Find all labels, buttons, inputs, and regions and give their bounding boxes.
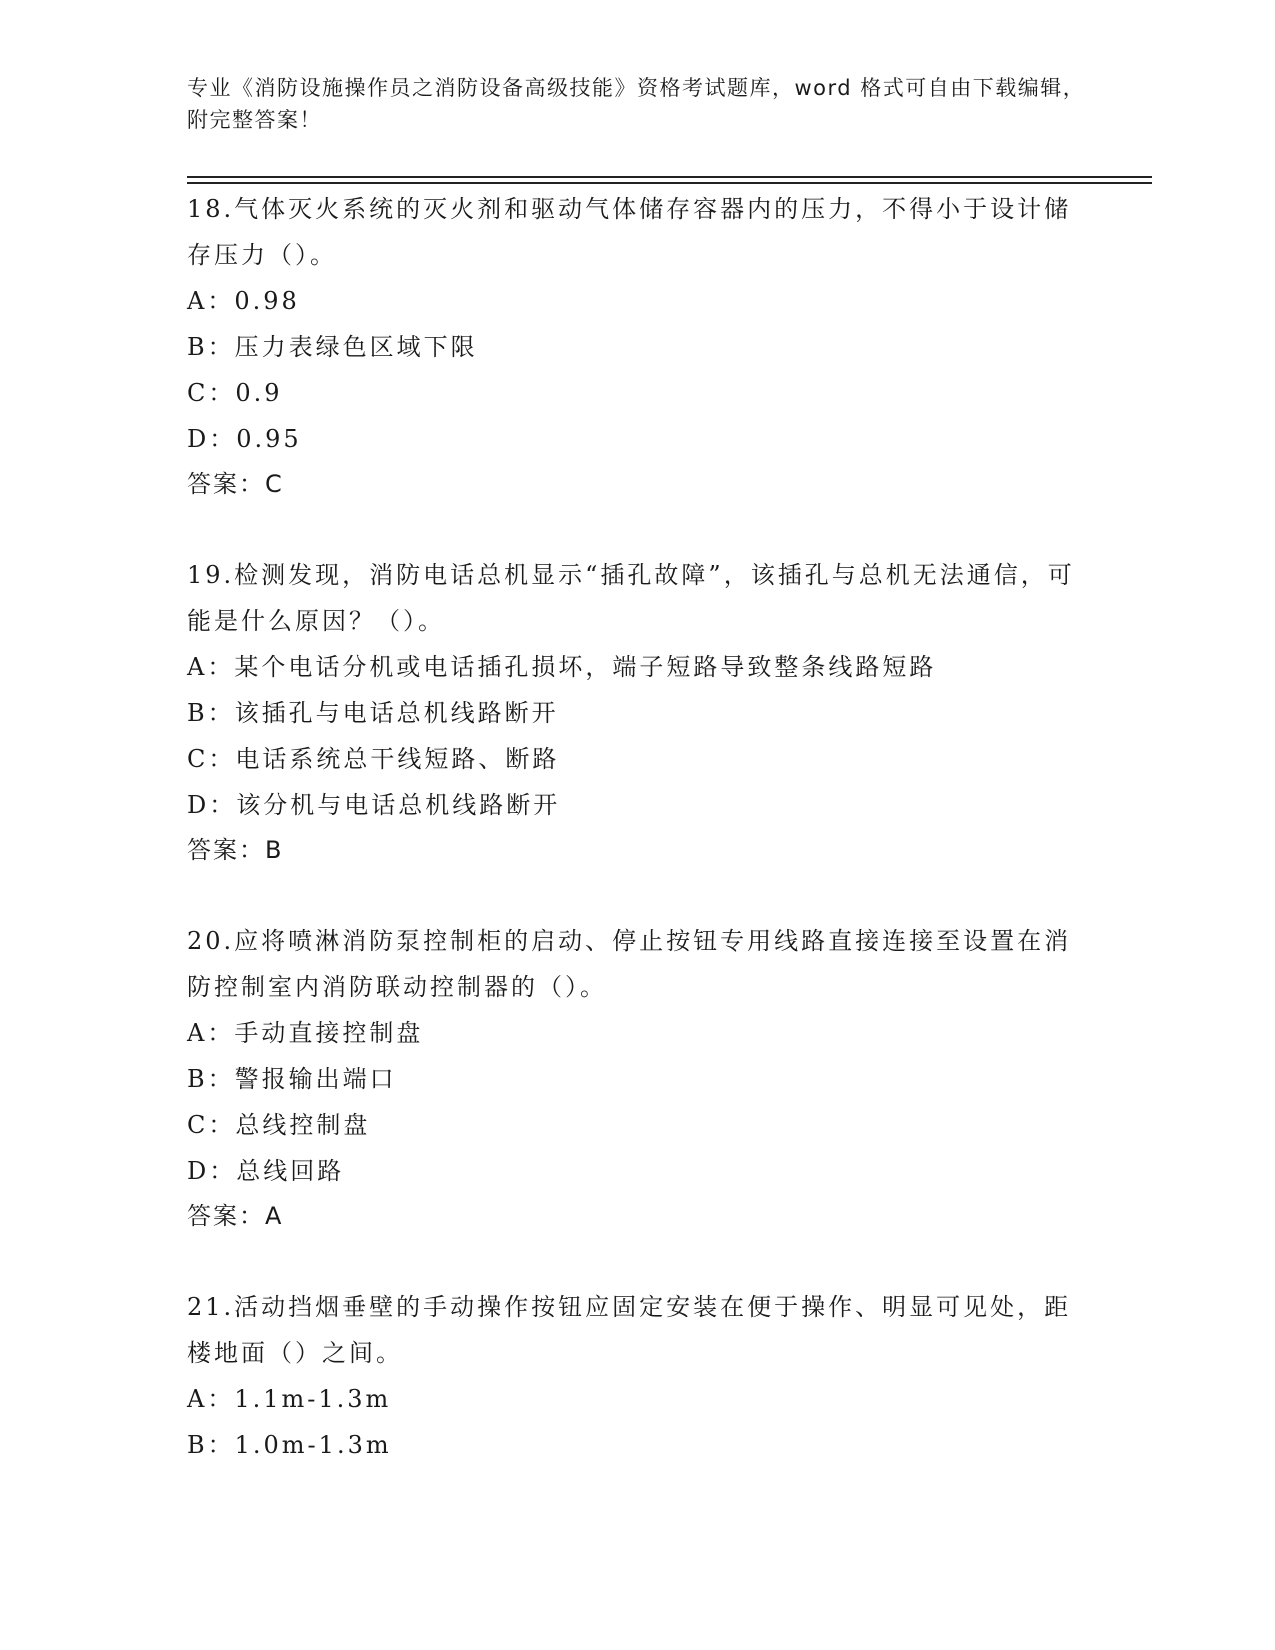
question-20	[187, 918, 1087, 1238]
header-divider-top	[187, 176, 1152, 178]
option-d: D：该分机与电话总机线路断开	[187, 791, 561, 819]
option-c: C：总线控制盘	[187, 1111, 371, 1139]
question-21	[187, 1284, 1087, 1468]
option-b: B：1.0m-1.3m	[187, 1431, 392, 1459]
option-a: A：1.1m-1.3m	[187, 1385, 392, 1413]
answer-line: 答案：B	[187, 836, 284, 864]
document-header	[187, 72, 1087, 136]
question-stem: 18.气体灭火系统的灭火剂和驱动气体储存容器内的压力，不得小于设计储存压力（）。	[187, 195, 1072, 269]
option-d: D：总线回路	[187, 1157, 345, 1185]
question-18	[187, 186, 1087, 506]
option-c: C：电话系统总干线短路、断路	[187, 745, 560, 773]
option-b: B：警报输出端口	[187, 1065, 397, 1093]
option-b: B：该插孔与电话总机线路断开	[187, 699, 559, 727]
header-divider-bottom	[187, 182, 1152, 184]
question-stem: 19.检测发现，消防电话总机显示“插孔故障”，该插孔与总机无法通信，可能是什么原因？（）。	[187, 561, 1075, 635]
question-list	[187, 186, 1087, 1514]
question-19	[187, 552, 1087, 872]
answer-line: 答案：C	[187, 470, 284, 498]
option-c: C：0.9	[187, 379, 283, 407]
question-stem: 20.应将喷淋消防泵控制柜的启动、停止按钮专用线路直接连接至设置在消防控制室内消防联动控制器的（）。	[187, 927, 1072, 1001]
option-a: A：0.98	[187, 287, 300, 315]
option-a: A：手动直接控制盘	[187, 1019, 424, 1047]
question-stem: 21.活动挡烟垂壁的手动操作按钮应固定安装在便于操作、明显可见处，距楼地面（）之间。	[187, 1293, 1072, 1367]
option-d: D：0.95	[187, 425, 302, 453]
option-a: A：某个电话分机或电话插孔损坏，端子短路导致整条线路短路	[187, 653, 937, 681]
option-b: B：压力表绿色区域下限	[187, 333, 478, 361]
header-intro-text: 专业《消防设施操作员之消防设备高级技能》资格考试题库，word 格式可自由下载编辑，附完整答案！	[187, 76, 1086, 132]
answer-line: 答案：A	[187, 1202, 284, 1230]
